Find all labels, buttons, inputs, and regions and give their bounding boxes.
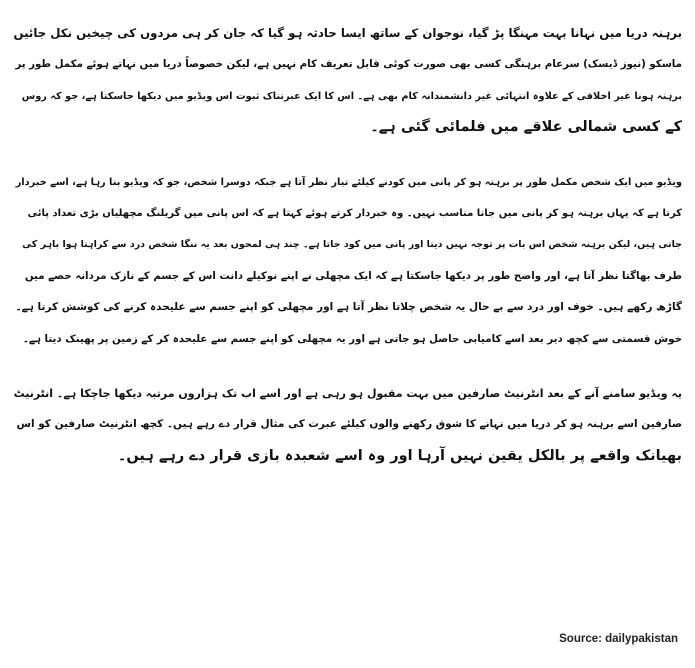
- paragraph-3: [14, 378, 682, 472]
- paragraph-line: کے کسی شمالی علاقے میں فلمائی گئی ہے۔: [370, 119, 682, 136]
- paragraph-2: [14, 167, 682, 355]
- paragraph-line: برہنہ ہونا غیر اخلاقی کے علاوہ انتہائی غیر دانشمندانہ کام بھی ہے۔ اس کا ایک عبرتناک ثبوت اس ویڈیو میں دیکھا جاسکتا ہے، جو کہ روس: [21, 90, 682, 102]
- paragraph-line: خوش قسمتی سے کچھ دیر بعد اسے کامیابی حاصل ہو جاتی ہے اور یہ مچھلی کو اپنے جسم سے علیحدہ کر کے زمین پر پھینک دیتا ہے۔: [22, 332, 682, 345]
- paragraph-line: برہنہ دریا میں نہانا بہت مہنگا پڑ گیا، نوجوان کے ساتھ ایسا حادثہ ہو گیا کہ جان کر ہی مردوں کی چیخیں نکل جائیں: [14, 26, 682, 40]
- article-body: [14, 18, 682, 495]
- paragraph-line: صارفین اسے برہنہ ہو کر دریا میں نہانے کا شوق رکھنے والوں کیلئے عبرت کی مثال قرار دے رہے ہیں۔ کچھ انٹرنیٹ صارفین کو اس: [16, 418, 682, 431]
- paragraph-line: کرتا ہے کہ یہاں برہنہ ہو کر پانی میں جانا مناسب نہیں۔ وہ خبردار کرتے ہوئے کہتا ہے کہ اس پانی میں گریلنگ مچھلیاں بڑی تعداد پائی: [27, 207, 682, 219]
- paragraph-line: گاڑھ رکھے ہیں۔ خوف اور درد سے بے حال یہ شخص چلاتا نظر آتا ہے اور مچھلی کو اپنے جسم سے علیحدہ کرنے کی کوشش کرتا ہے۔: [15, 301, 682, 314]
- paragraph-line: ماسکو (نیوز ڈیسک) سرعام برہنگی کسی بھی صورت کوئی قابل تعریف کام نہیں ہے، لیکن خصوصاً دریا میں نہاتے ہوئے مکمل طور پر: [15, 58, 682, 71]
- paragraph-line: ویڈیو میں ایک شخص مکمل طور پر برہنہ ہو کر پانی میں کودنے کیلئے تیار نظر آتا ہے جبکہ دوسرا شخص، جو کہ ویڈیو بنا رہا ہے، اسے خبردار: [15, 176, 682, 188]
- paragraph-line: جاتی ہیں، لیکن برہنہ شخص اس بات پر توجہ نہیں دیتا اور پانی میں کود جاتا ہے۔ چند ہی لمحوں بعد یہ ننگا شخص درد سے کراہتا ہوا باہر کی: [22, 239, 682, 251]
- paragraph-1: [14, 18, 682, 144]
- paragraph-line: یہ ویڈیو سامنے آنے کے بعد انٹرنیٹ صارفین میں بہت مقبول ہو رہی ہے اور اسے اب تک ہزاروں مرتبہ دیکھا جاچکا ہے۔ انٹرنیٹ: [14, 386, 682, 400]
- paragraph-line: بھیانک واقعے پر بالکل یقین نہیں آرہا اور وہ اسے شعبدہ بازی قرار دے رہے ہیں۔: [117, 447, 682, 464]
- source-credit: Source: dailypakistan: [559, 633, 678, 645]
- paragraph-line: طرف بھاگتا نظر آتا ہے، اور واضح طور پر دیکھا جاسکتا ہے کہ ایک مچھلی نے اپنے نوکیلے دانت اس کے جسم کے نازک مردانہ حصے میں: [24, 269, 682, 282]
